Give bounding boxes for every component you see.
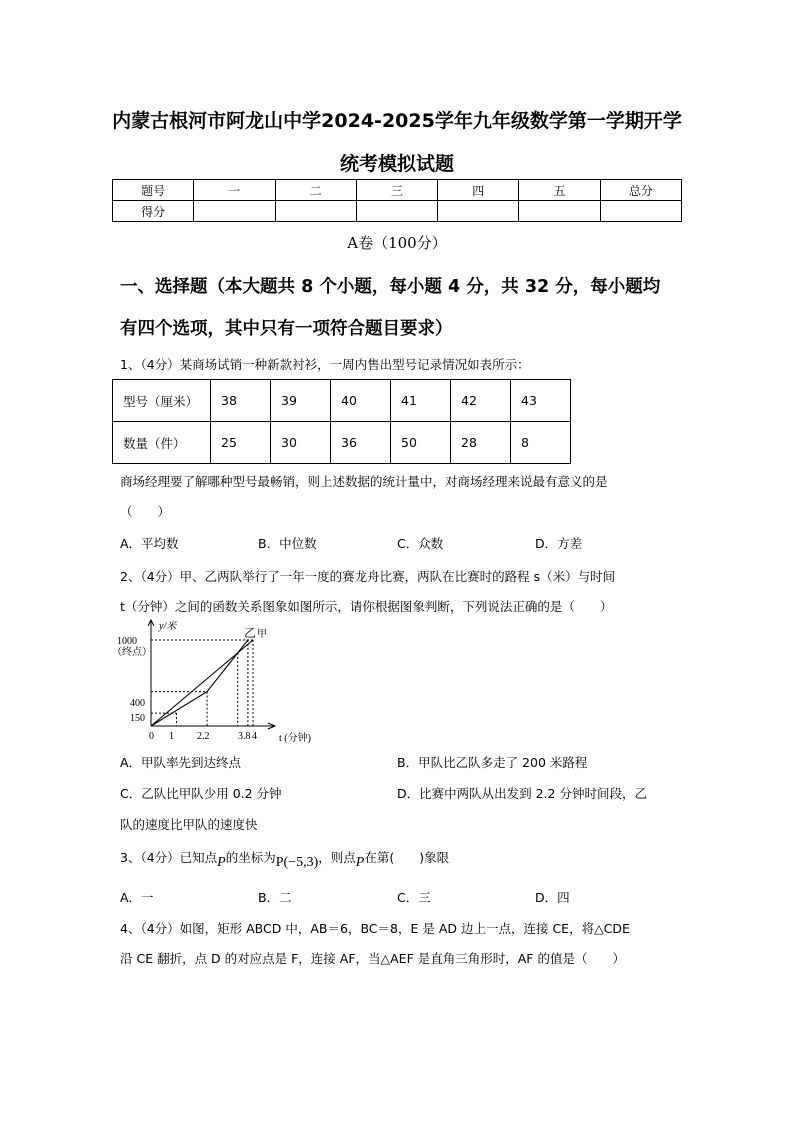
- cell: [356, 201, 437, 222]
- cell: 40: [331, 380, 391, 422]
- q2-option-a: A．甲队率先到达终点: [120, 755, 242, 770]
- q2-option-d-cont: 队的速度比甲队的速度快: [120, 817, 258, 832]
- q2-graph: [112, 618, 332, 750]
- cell: 28: [451, 422, 511, 464]
- cell: 43: [511, 380, 571, 422]
- table-row: [113, 201, 682, 222]
- x-tick-2.2: 2.2: [197, 731, 210, 742]
- x-axis-label: t (分钟): [279, 733, 311, 744]
- cell: 42: [451, 380, 511, 422]
- cell: 四: [438, 180, 519, 201]
- cell: 一: [194, 180, 275, 201]
- q3-option-c: C．三: [397, 890, 431, 905]
- section-heading-1: 一、选择题（本大题共 8 个小题，每小题 4 分，共 32 分，每小题均: [120, 277, 661, 297]
- q1-table: [112, 379, 571, 464]
- math-p: P: [355, 855, 365, 870]
- series-label-jia: 甲: [257, 629, 267, 640]
- cell: 38: [211, 380, 271, 422]
- q1-text: 商场经理要了解哪种型号最畅销，则上述数据的统计量中，对商场经理来说最有意义的是: [120, 474, 608, 489]
- cell: [600, 201, 681, 222]
- cell: 二: [275, 180, 356, 201]
- cell: [275, 201, 356, 222]
- cell: 39: [271, 380, 331, 422]
- y-tick-150: 150: [130, 713, 145, 724]
- x-tick-1: 1: [169, 731, 174, 742]
- math-p: P: [217, 855, 226, 870]
- q4-line-1: 4、（4分）如图，矩形 ABCD 中，AB＝6，BC＝8，E 是 AD 边上一点，连接 CE，将△CDE: [120, 921, 630, 936]
- cell: 题号: [113, 180, 194, 201]
- cell: 30: [271, 422, 331, 464]
- paper-label: A卷（100分）: [347, 234, 447, 252]
- cell: 50: [391, 422, 451, 464]
- q3-stem: [120, 848, 450, 870]
- y-end-note: （终点）: [112, 647, 152, 658]
- table-row: [113, 380, 571, 422]
- q2-option-d: D．比赛中两队从出发到 2.2 分钟时间段，乙: [397, 786, 647, 801]
- q2-line-1: 2、（4分）甲、乙两队举行了一年一度的赛龙舟比赛，两队在比赛时的路程 s（米）与时间: [120, 569, 616, 584]
- q2-option-c: C．乙队比甲队少用 0.2 分钟: [120, 786, 282, 801]
- q3-text: 在第( )象限: [364, 850, 450, 865]
- cell: 得分: [113, 201, 194, 222]
- cell: 41: [391, 380, 451, 422]
- score-table: [112, 179, 682, 222]
- q1-option-c: C．众数: [397, 536, 444, 551]
- table-row: [113, 180, 682, 201]
- x-tick-3.8: 3.8: [238, 731, 251, 742]
- y-tick-400: 400: [130, 698, 145, 709]
- math-coord: P(−5,3): [275, 855, 319, 870]
- cell: [519, 201, 600, 222]
- q2-line-2: t（分钟）之间的函数关系图象如图所示，请你根据图象判断，下列说法正确的是（ ）: [120, 599, 613, 614]
- cell: 36: [331, 422, 391, 464]
- q1-blank: （ ）: [120, 504, 171, 519]
- cell: 五: [519, 180, 600, 201]
- cell: 三: [356, 180, 437, 201]
- cell: 型号（厘米）: [113, 380, 211, 422]
- q3-option-b: B．二: [258, 890, 292, 905]
- cell: [438, 201, 519, 222]
- x-tick-4: 4: [252, 731, 257, 742]
- series-label-yi: 乙: [244, 626, 257, 640]
- x-tick-0: 0: [149, 731, 154, 742]
- cell: 25: [211, 422, 271, 464]
- cell: 总分: [600, 180, 681, 201]
- section-heading-2: 有四个选项，其中只有一项符合题目要求）: [120, 319, 453, 339]
- title-line-2: 统考模拟试题: [339, 153, 454, 175]
- q4-line-2: 沿 CE 翻折，点 D 的对应点是 F，连接 AF，当△AEF 是直角三角形时，AF 的值是（ ）: [120, 951, 625, 966]
- cell: 数量（件）: [113, 422, 211, 464]
- q1-option-a: A．平均数: [120, 536, 179, 551]
- y-axis-label: y/米: [159, 621, 177, 632]
- q3-option-a: A．一: [120, 890, 154, 905]
- q3-text: 3、（4分）已知点: [120, 850, 218, 865]
- q1-option-d: D．方差: [535, 536, 583, 551]
- q3-text: ，则点: [318, 850, 356, 865]
- table-row: [113, 422, 571, 464]
- q3-text: 的坐标为: [225, 850, 276, 865]
- q3-option-d: D．四: [535, 890, 570, 905]
- title-line-1: 内蒙古根河市阿龙山中学2024-2025学年九年级数学第一学期开学: [112, 110, 682, 132]
- cell: 8: [511, 422, 571, 464]
- q1-option-b: B．中位数: [258, 536, 317, 551]
- cell: [194, 201, 275, 222]
- q1-stem: 1、（4分）某商场试销一种新款衬衫，一周内售出型号记录情况如表所示：: [120, 357, 530, 372]
- q2-option-b: B．甲队比乙队多走了 200 米路程: [397, 755, 588, 770]
- y-tick-1000: 1000: [117, 636, 137, 647]
